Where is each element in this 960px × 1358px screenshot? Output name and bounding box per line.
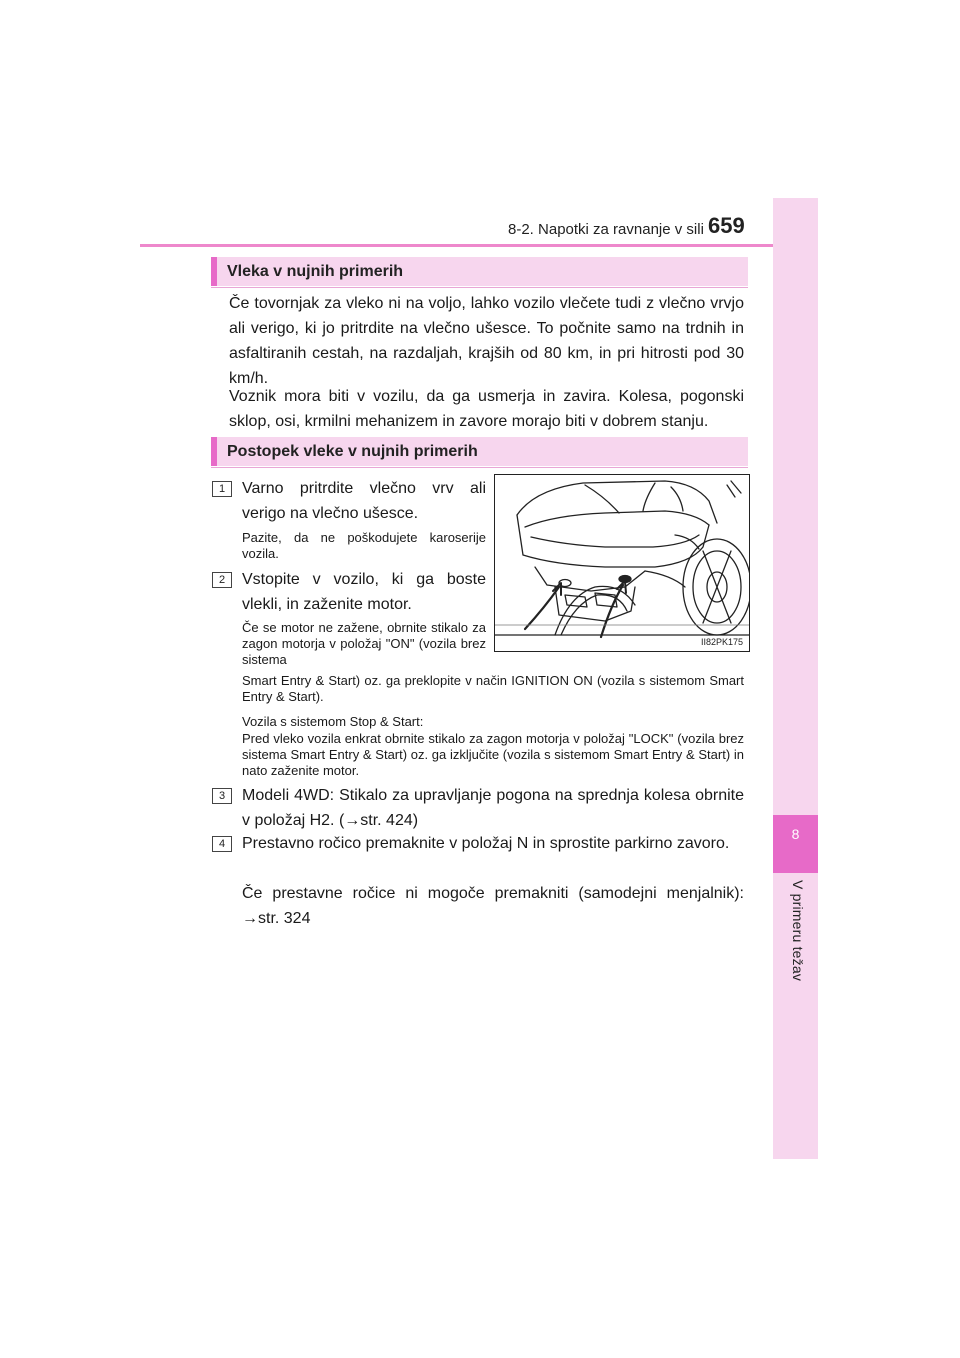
paragraph-driver-requirements: Voznik mora biti v vozilu, da ga usmerja in zavira. Kolesa, pogonski sklop, osi, krmilni mehanizem in zavore morajo biti v dobrem stanju. [229, 388, 744, 430]
step-2-note-part2: Smart Entry & Start) oz. ga preklopite v način IGNITION ON (vozila s sistemom Smart Entry & Start). [242, 673, 744, 704]
vehicle-underside-drawing [495, 475, 749, 651]
step-1-note: Pazite, da ne poškodujete karoserije vozila. [242, 530, 486, 561]
section-heading-towing: Vleka v nujnih primerih [211, 257, 748, 286]
step-number-1: 1 [212, 481, 232, 497]
section-heading-procedure: Postopek vleke v nujnih primerih [211, 437, 748, 466]
step-1-text: Varno pritrdite vlečno vrv ali verigo na vlečno ušesce. [242, 480, 486, 522]
chapter-title: V primeru težav [790, 880, 806, 982]
step-3-text: Modeli 4WD: Stikalo za upravljanje pogona na sprednja kolesa obrnite v položaj H2. (→str. 424) [242, 787, 744, 829]
step-2-note2-body: Pred vleko vozila enkrat obrnite stikalo za zagon motorja v položaj "LOCK" (vozila brez sistema Smart Entry & Start) oz. ga izključite (vozila s sistemom Smart Entry & Start) in nato zaženite motor. [242, 731, 744, 778]
header-rule [140, 244, 818, 247]
paragraph-towing-conditions: Če tovornjak za vleko ni na voljo, lahko vozilo vlečete tudi z vlečno vrvjo ali verigo, ki jo pritrdite na vlečno ušesce. To počnite samo na trdnih in asfaltiranih cestah, na razdaljah, krajših od 80 km, in pri hitrosti pod 30 km/h. [229, 295, 744, 387]
step-2-note2-title: Vozila s sistemom Stop & Start: [242, 714, 424, 729]
chapter-number: 8 [791, 826, 800, 842]
page-number: 659 [708, 213, 745, 238]
step-2-text: Vstopite v vozilo, ki ga boste vlekli, in zaženite motor. [242, 571, 486, 613]
towing-eyelet-illustration [494, 474, 750, 652]
figure-label: II82PK175 [700, 637, 743, 647]
step-number-2: 2 [212, 572, 232, 588]
step-2-note-part1: Če se motor ne zažene, obrnite stikalo za zagon motorja v položaj "ON" (vozila brez sistema [242, 620, 486, 667]
chapter-number-box [773, 815, 818, 873]
step-4-text-automatic: Če prestavne ročice ni mogoče premakniti (samodejni menjalnik): →str. 324 [242, 885, 744, 927]
step-number-3: 3 [212, 788, 232, 804]
step-4-text: Prestavno ročico premaknite v položaj N in sprostite parkirno zavoro. [242, 835, 730, 852]
running-header-section: 8-2. Napotki za ravnanje v sili [508, 221, 704, 238]
step-number-4: 4 [212, 836, 232, 852]
